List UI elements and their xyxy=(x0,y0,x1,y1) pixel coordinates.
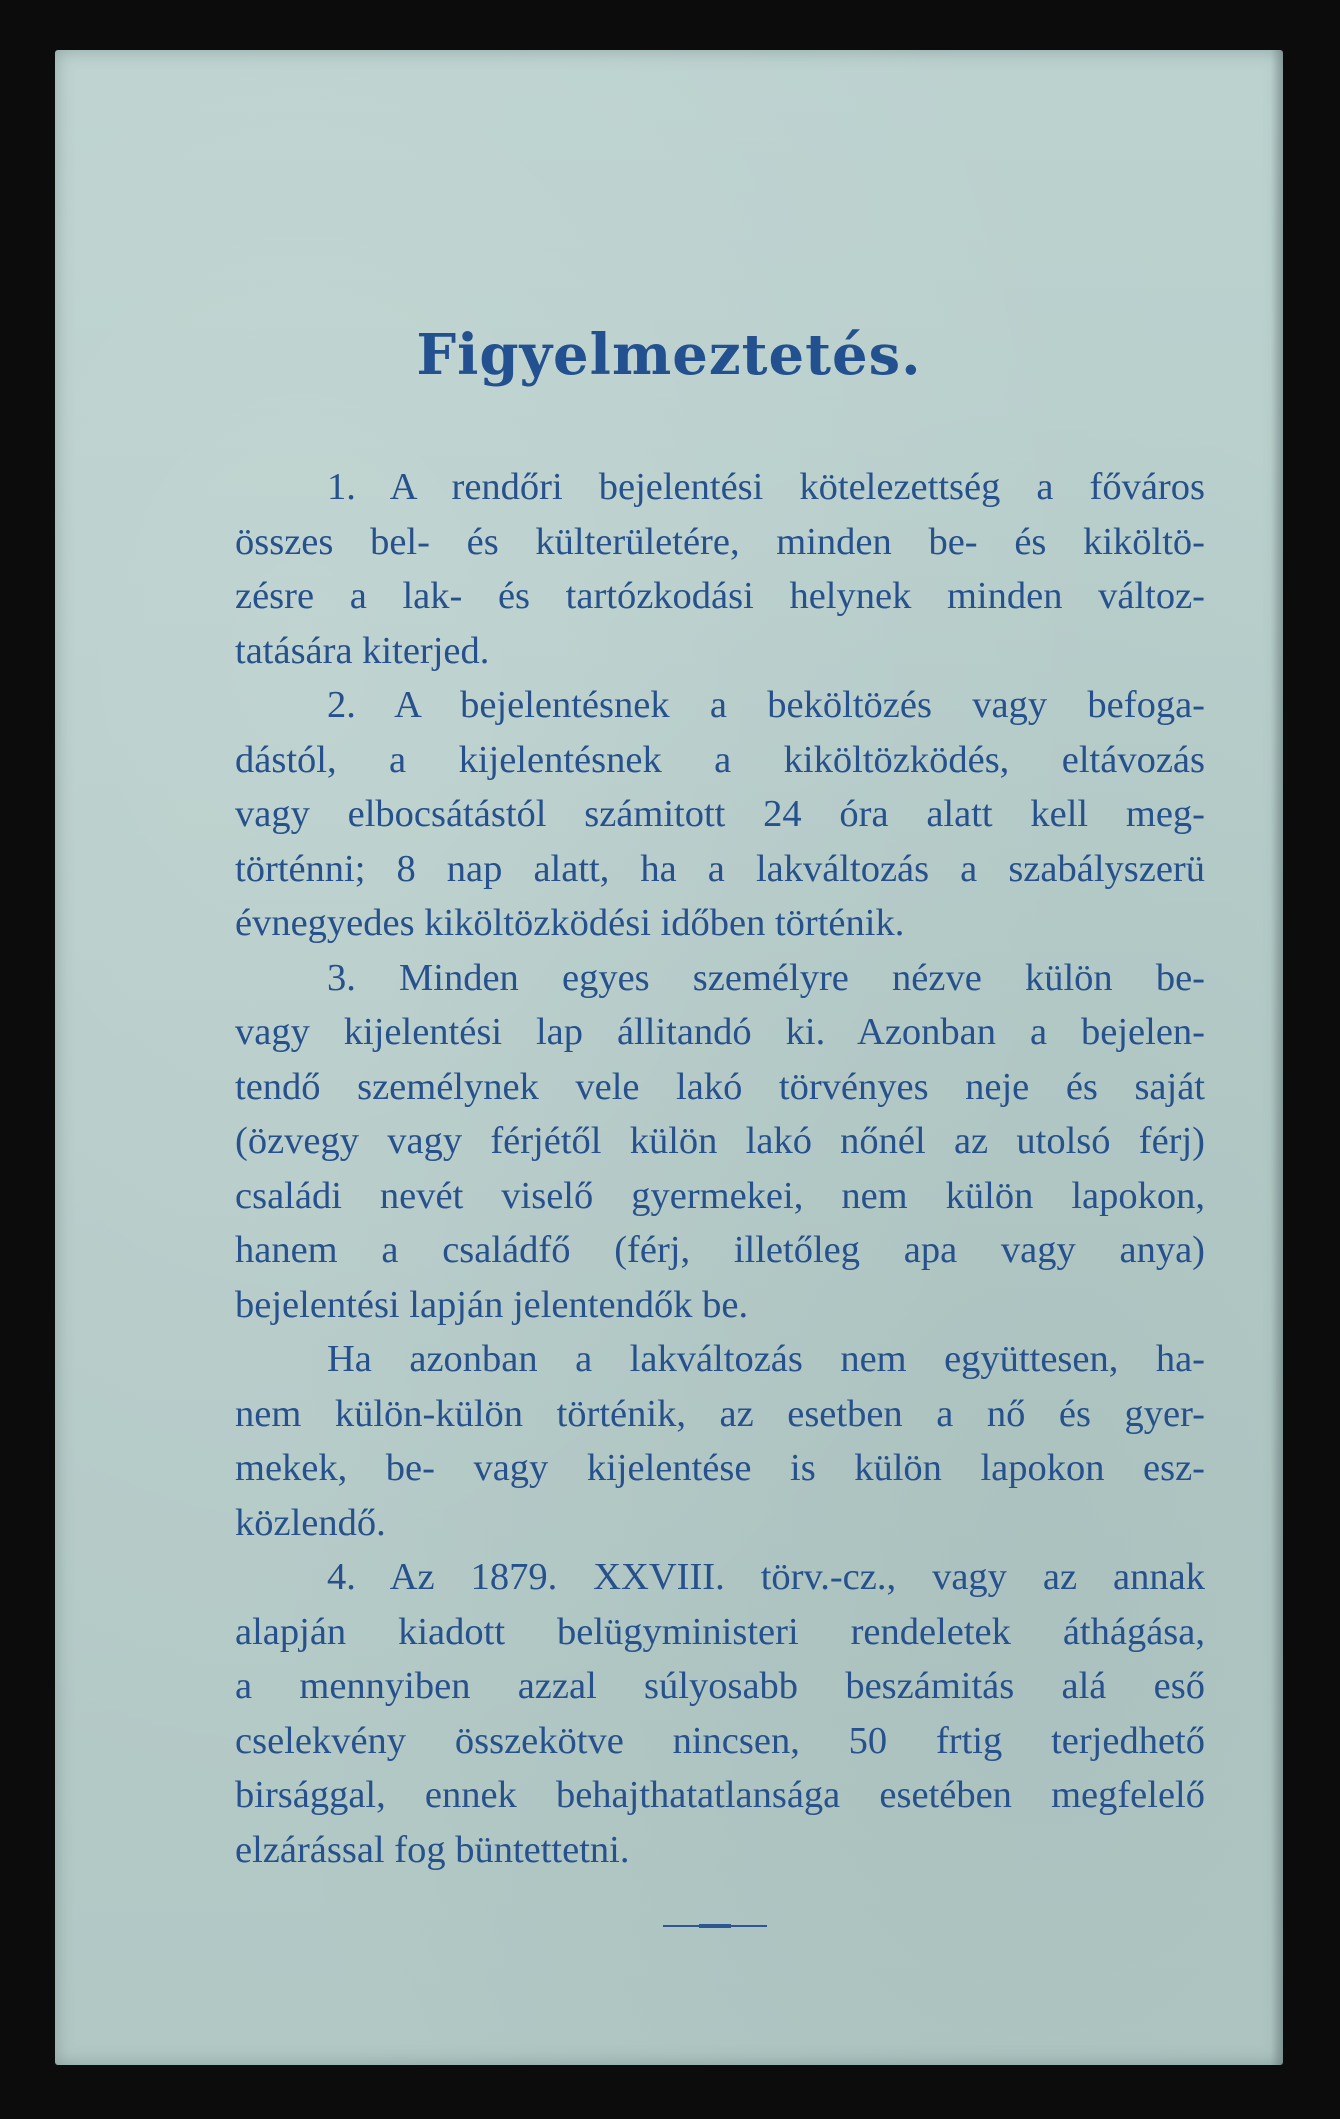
text-line: családi nevét viselő gyermekei, nem külön lapokon, xyxy=(235,1174,1205,1217)
text-line: 2. A bejelentésnek a beköltözés vagy befoga- xyxy=(327,684,1205,726)
text-line: közlendő. xyxy=(235,1501,386,1544)
text-line: 3. Minden egyes személyre nézve külön be- xyxy=(327,956,1205,999)
text-line: Ha azonban a lakváltozás nem együttesen, ha- xyxy=(327,1338,1205,1380)
text-line: hanem a családfő (férj, illetőleg apa vagy anya) xyxy=(235,1229,1205,1271)
text-line: összes bel- és külterületére, minden be- és kiköltö- xyxy=(235,520,1205,563)
text-line: zésre a lak- és tartózkodási helynek minden változ- xyxy=(235,575,1205,617)
text-line: cselekvény összekötve nincsen, 50 frtig terjedhető xyxy=(235,1719,1205,1762)
text-line: 1. A rendőri bejelentési kötelezettség a főváros xyxy=(327,466,1205,508)
text-line: mekek, be- vagy kijelentése is külön lapokon esz- xyxy=(235,1447,1205,1489)
page-title: Figyelmeztetés. xyxy=(416,322,922,388)
text-line: (özvegy vagy férjétől külön lakó nőnél az utolsó férj) xyxy=(235,1120,1205,1162)
text-line: nem külön-külön történik, az esetben a nő és gyer- xyxy=(235,1392,1205,1435)
text-line: évnegyedes kiköltözködési időben történik. xyxy=(235,902,905,944)
text-line: 4. Az 1879. XXVIII. törv.-cz., vagy az annak xyxy=(327,1556,1205,1598)
text-line: dástól, a kijelentésnek a kiköltözködés, eltávozás xyxy=(235,738,1205,781)
text-line: alapján kiadott belügyministeri rendeletek áthágása, xyxy=(235,1610,1205,1653)
text-line: a mennyiben azzal súlyosabb beszámitás alá eső xyxy=(235,1665,1205,1707)
text-line: vagy kijelentési lap állitandó ki. Azonban a bejelen- xyxy=(235,1011,1205,1053)
notice-body xyxy=(235,460,1205,1877)
text-line: elzárással fog büntettetni. xyxy=(235,1828,630,1871)
text-line: vagy elbocsátástól számitott 24 óra alatt kell meg- xyxy=(235,793,1205,835)
text-line: tatására kiterjed. xyxy=(235,629,490,672)
text-line: bejelentési lapján jelentendők be. xyxy=(235,1283,749,1326)
text-line: birsággal, ennek behajthatatlansága esetében megfelelő xyxy=(235,1774,1205,1816)
text-line: tendő személynek vele lakó törvényes neje és saját xyxy=(235,1065,1205,1108)
text-line: történni; 8 nap alatt, ha a lakváltozás a szabályszerü xyxy=(235,847,1205,890)
ornamental-rule xyxy=(663,1925,767,1927)
document-page xyxy=(55,50,1283,2065)
